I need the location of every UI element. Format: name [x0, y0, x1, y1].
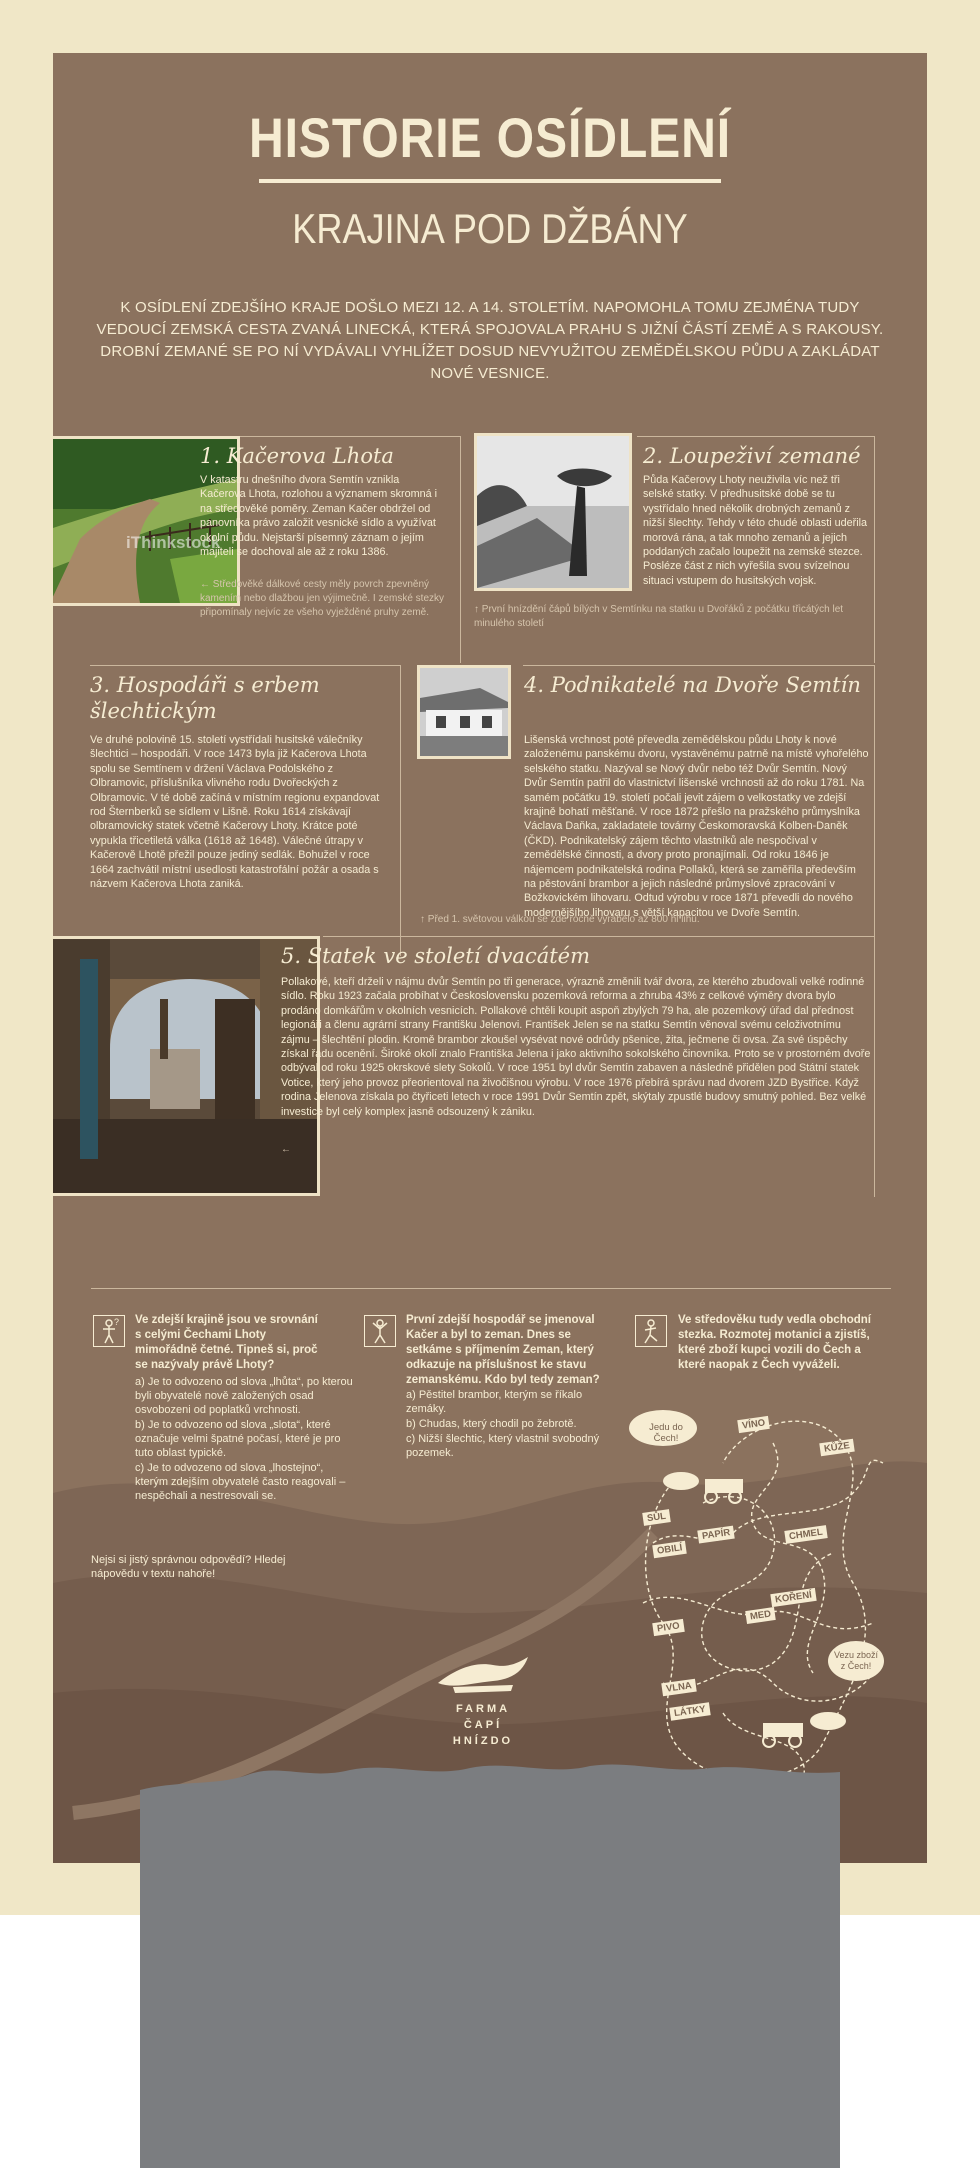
quiz-1-question: Ve zdejší krajině jsou ve srovnání s celými Čechami Lhoty mimořádně četné. Tipneš si, proč se nazývaly právě Lhoty?	[135, 1314, 318, 1371]
maze-label-kuze: KŮŽE	[819, 1439, 854, 1457]
maze-label-vino: VÍNO	[737, 1416, 770, 1433]
ruined-farmstead-image	[53, 939, 317, 1193]
page-title: HISTORIE OSÍDLENÍ	[248, 106, 732, 169]
section-1-caption: ← Středověké dálkové cesty měly povrch zpevněný kamením nebo dlažbou jen výjimečně. I zemské stezky připomínaly nejvíc ze všeho vyježděné pruhy země.	[200, 579, 444, 618]
section-4-photo	[417, 665, 511, 759]
section-5-caption: ←	[281, 1144, 291, 1155]
section-5-body: Pollakové, kteří drželi v nájmu dvůr Semtín po tři generace, výrazně změnili tvář dvora, ze kterého zbudovali velké rodinné sídlo. Roku 1923 začala probíhat v Československu pozemková reforma a zhruba 43% z celkové výměry dvora bylo prodáno domkářům v okolních vesnicích. Pollakové chtěli koupit aspoň zbylých 79 ha, ale pozemkový úřad dal přednost legionáři a členu agrární strany Františku Jelenovi. František Jelen se na statku Semtín věnoval svému celoživotnímu zájmu – šlechtění plodin. Kromě brambor zkoušel vysévat nové odrůdy pšenice, žita, ječmene či ovsa. Za své úspěchy získal řadu ocenění. Široké okolí znalo Františka Jelena i jako aktivního sokolského činovníka. Proto se v prostorném dvoře odbýval od roku 1925 okrskové slety Sokolů. V roce 1951 byl dvůr Semtín zabaven a následně přidělen pod Státní statek Votice, který jeho provoz přeorientoval na živočišnou výrobu. V roce 1976 přebírá správu nad dvorem JZD Bystřice. Když rodina Jelenova získala po čtyřiceti letech v roce 1991 Dvůr Semtín zpět, skýtaly zpustlé budovy smutný pohled. Bez velké investice byl celý komplex jasně odsouzený k zániku.	[281, 976, 871, 1118]
farm-logo-icon	[433, 1653, 533, 1697]
maze-label-med: MED	[745, 1607, 776, 1624]
logo-line-1: FARMA	[455, 1703, 511, 1715]
svg-text:?: ?	[114, 1317, 120, 1327]
quiz-3-question: Ve středověku tudy vedla obchodní stezka. Rozmotej motanici a zjistíš, které zboží kupci vozili do Čech a které naopak z Čech vyváželi.	[678, 1314, 871, 1371]
maze-label-papir: PAPÍR	[697, 1526, 735, 1544]
section-4-caption: ↑ Před 1. světovou válkou se zde ročně vyrábělo až 800 hl lihu.	[420, 914, 700, 925]
quiz-1-option-c: c) Je to odvozeno od slova „lhostejno“, kterým zdejším obyvatelé často reagovali – nespěchali a nestresovali se.	[135, 1462, 346, 1502]
page-subtitle: KRAJINA POD DŽBÁNY	[292, 205, 688, 252]
stork-nest-image	[477, 436, 629, 588]
info-panel	[53, 53, 927, 1863]
maze-bubble-in: Jedu do Čech!	[649, 1422, 683, 1444]
quiz-divider	[91, 1288, 891, 1289]
logo-line-2: ČAPÍ	[463, 1719, 503, 1731]
quiz-2-option-c: c) Nižší šlechtic, který vlastnil svobodný pozemek.	[406, 1433, 600, 1459]
quiz-2-option-a: a) Pěstitel brambor, kterým se říkalo zemáky.	[406, 1389, 583, 1415]
maze-label-latky: LÁTKY	[669, 1702, 710, 1720]
section-4-title: 4. Podnikatelé na Dvoře Semtín	[524, 673, 861, 697]
maze-label-obili: OBILÍ	[652, 1541, 687, 1559]
quiz-2-option-b: b) Chudas, který chodil po žebrotě.	[406, 1418, 577, 1430]
maze-label-koreni: KOŘENÍ	[770, 1588, 816, 1607]
section-3-title: 3. Hospodáři s erbem šlechtickým	[90, 673, 320, 723]
figure-celebrate-icon	[364, 1315, 396, 1347]
section-5-title: 5. Statek ve století dvacátém	[281, 944, 591, 968]
intro-text: K OSÍDLENÍ ZDEJŠÍHO KRAJE DOŠLO MEZI 12. A 14. STOLETÍM. NAPOMOHLA TOMU ZEJMÉNA TUDY VEDOUCÍ ZEMSKÁ CESTA ZVANÁ LINECKÁ, KTERÁ SPOJOVALA PRAHU S JIŽNÍ ČÁSTÍ ZEMĚ A S RAKOUSY. DROBNÍ ZEMANÉ SE PO NÍ VYDÁVALI VYHLÍŽET DOSUD NEVYUŽITOU ZEMĚDĚLSKOU PŮDU A ZAKLÁDAT NOVÉ VESNICE.	[96, 299, 884, 382]
trade-route-maze	[623, 1383, 903, 1813]
logo-line-3: HNÍZDO	[452, 1735, 514, 1747]
figure-walk-icon	[635, 1315, 667, 1347]
quiz-2-question: První zdejší hospodář se jmenoval Kačer a byl to zeman. Dnes se setkáme s příjmením Zeman, který odkazuje na příslušnost ke stavu zemanskému. Kdo byl tedy zeman?	[406, 1314, 600, 1386]
section-4-body: Lišenská vrchnost poté převedla zemědělskou půdu Lhoty k nové založenému panskému dvoru, vystavěnému patrně na místě vyhořelého selského statku. Nazýval se Nový dvůr nebo též Dvůr Semtín. Nový Dvůr Semtín patřil do vlastnictví lišenské vrchnosti až do roku 1781. Na samém počátku 19. století počali jevit zájem o velkostatky ve zdejší krajině bohatí měšťané. V roce 1872 přešlo na pražského průmyslníka Václava Daňka, zakladatele továrny Českomoravská Kolben-Daněk (ČKD). Podnikatelský zájem těchto vlastníků ale nespočíval v zemědělské činnosti, a dvory proto pronajímali. Od roku 1846 je nájemcem podnikatelská rodina Pollaků, která se zaměřila především na pěstování brambor a jejich následné průmyslové zpracování v Božkovickém lihovaru. Odtud výrobu v roce 1871 převedli do nového modernějšího lihovaru s větší kapacitou ve Dvoře Semtín.	[524, 734, 869, 919]
section-2-body: Půda Kačerovy Lhoty neuživila víc než tři selské statky. V předhusitské době se tu vystřídalo hned několik drobných zemanů z nižší šlechty. Tehdy v této chudé oblasti udeřila morová rána, a tak mnoho zemanů a jejich poddaných začalo loupežit na zemské stezce. Posléze část z nich vyřešila svou svízelnou situaci vstupem do husitských vojsk.	[643, 474, 868, 587]
farmhouse-image	[420, 668, 508, 756]
section-2-photo	[474, 433, 632, 591]
maze-label-vlna: VLNA	[661, 1679, 696, 1697]
logo-text	[433, 1701, 533, 1749]
section-3-body: Ve druhé polovině 15. století vystřídali husitské válečníky šlechtici – hospodáři. V roce 1473 byla již Kačerova Lhota spolu se Semtínem v držení Václava Podolského z Olbramovic, příslušníka vlivného rodu Dvořeckých z Olbramovic. V té době začíná v místním regionu expandovat rod Šternberků se sídlem v Lišně. Roku 1614 získávají olbramovický statek včetně Kačerovy Lhoty. Krátce poté vypukla třicetiletá válka (1618 až 1648). Válečné útrapy v Kačerově Lhotě přežil pouze jediný sedlák. Bohužel v roce 1664 zachvátil místní usedlosti katastrofální požár a osada s názvem Kačerova Lhota zaniká.	[90, 734, 380, 891]
quiz-1-option-a: a) Je to odvozeno od slova „lhůta“, po kterou byli obyvatelé nově založených osad osvobozeni od poplatků vrchnosti.	[135, 1376, 353, 1416]
section-1-title: 1. Kačerova Lhota	[200, 444, 394, 468]
quiz-hint: Nejsi si jistý správnou odpovědí? Hledej nápovědu v textu nahoře!	[91, 1554, 286, 1580]
maze-bubble-out: Vezu zboží z Čech!	[833, 1650, 879, 1671]
maze-label-pivo: PIVO	[652, 1619, 684, 1636]
section-5-photo	[53, 936, 320, 1196]
section-1-body: V katastru dnešního dvora Semtín vznikla Kačerova Lhota, rozlohou a významem skromná i na středověké poměry. Zeman Kačer obdržel od panovníka právo založit vesnické sídlo a využívat okolní půdu. Nejstarší písemný záznam o jejím majiteli se dochoval ale až z roku 1386.	[200, 474, 438, 559]
photo-watermark: iThinkstock	[126, 533, 221, 552]
section-2-title: 2. Loupeživí zemané	[643, 444, 861, 468]
maze-label-chmel: CHMEL	[784, 1525, 827, 1544]
section-2-caption: ↑ První hnízdění čápů bílých v Semtínku na statku u Dvořáků z počátku třicátých let minulého století	[474, 604, 844, 629]
figure-question-icon	[93, 1315, 125, 1347]
title-divider	[259, 179, 721, 183]
stand-base	[140, 1790, 840, 2168]
quiz-1-option-b: b) Je to odvozeno od slova „slota“, které označuje velmi špatné počasí, které je pro tuto oblast typické.	[135, 1419, 341, 1459]
maze-label-sul: SŮL	[642, 1509, 671, 1526]
